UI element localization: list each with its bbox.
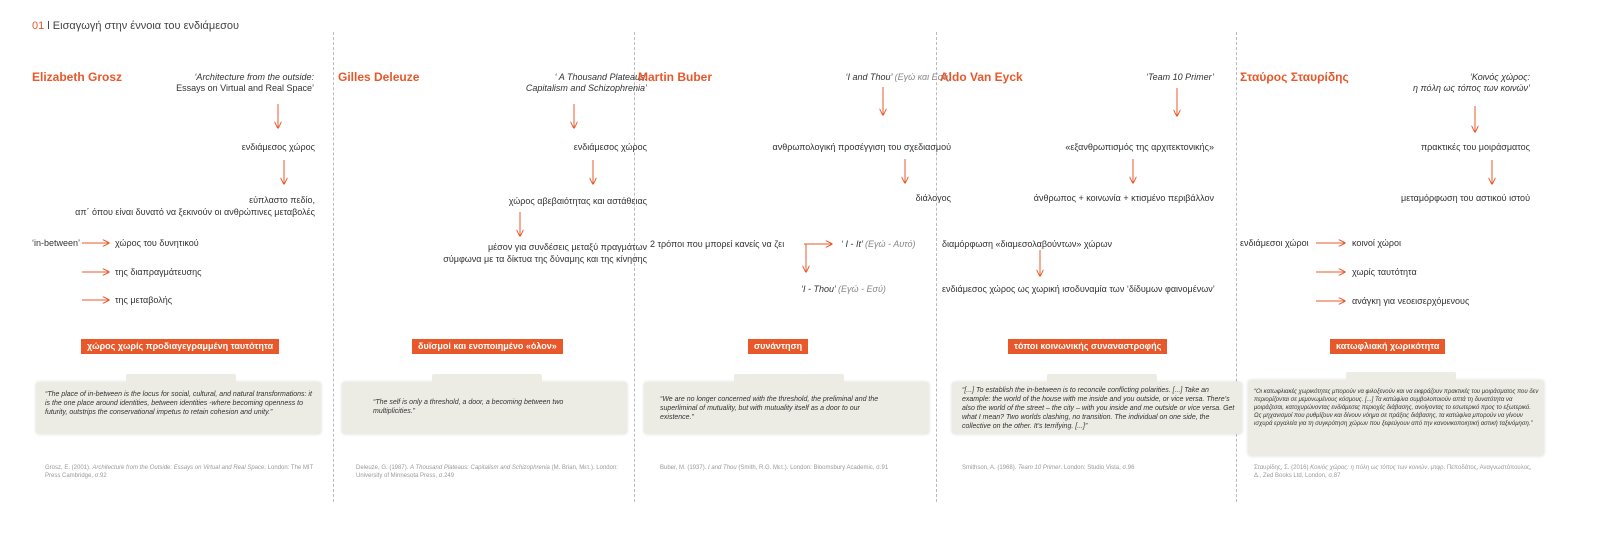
concept-text: χώρος του δυνητικού [115, 238, 199, 248]
concept-text: ανθρωπολογική προσέγγιση του σχεδιασμού [772, 142, 951, 152]
column-stavrides [1240, 0, 1540, 533]
concept-text: 2 τρόποι που μπορεί κανείς να ζει [650, 239, 785, 249]
relation-i-it: ‘ I - It’ [841, 239, 863, 249]
arrow-down-icon [899, 159, 911, 185]
arrow-down-icon [1127, 159, 1139, 185]
ref-publisher: . London: Studio Vista, σ.96 [1060, 465, 1135, 471]
ref-title: A Thousand Plateaus: Capitalism and Schizophrenia [410, 465, 550, 471]
book-title [447, 72, 647, 94]
reference [660, 464, 935, 472]
ref-title: Team 10 Primer [1018, 465, 1061, 471]
arrow-right-icon [1316, 295, 1348, 307]
arrow-down-icon [514, 212, 526, 238]
concept-text: διαμόρφωση «διαμεσολαβούντων» χώρων [942, 239, 1113, 249]
reference [356, 464, 631, 480]
concept-text [841, 238, 916, 250]
paper-tab [734, 374, 844, 384]
arrow-right-icon [82, 266, 112, 278]
concept-text: εύπλαστο πεδίο, [249, 195, 315, 205]
concept-badge: τόποι κοινωνικής συναναστροφής [1008, 339, 1167, 354]
concept-text: της μεταβολής [115, 295, 173, 305]
paper-tab [432, 374, 542, 384]
author-name: Aldo Van Eyck [940, 70, 1023, 84]
ref-title: I and Thou [708, 465, 737, 471]
column-deleuze [336, 0, 647, 533]
ref-publisher: , μτφρ. Πεποδάτος, Αναγνωστόπουλος, Δ., Zed Books Ltd, London, σ.87 [1254, 465, 1532, 479]
concept-badge: δυϊσμοί και ενοποιημένο «όλον» [412, 339, 563, 354]
concept-text: πρακτικές του μοιράσματος [1420, 142, 1530, 152]
arrow-down-icon [1486, 160, 1498, 186]
paper-tab [126, 374, 236, 384]
ref-publisher: (Smith, R.G. Μετ.). London: Bloomsbury Academic, σ.91 [736, 465, 889, 471]
book-title [1330, 72, 1530, 94]
reference [962, 464, 1237, 472]
concept-badge: χώρος χωρίς προδιαγεγραμμένη ταυτότητα [81, 339, 279, 354]
quote-text: “The place of in-between is the locus for social, cultural, and natural transformations: it is the one place around identities, between identities -where becoming openness to futurity, outstrips the conservational impetus to retain cohesion and unity.” [45, 391, 312, 416]
ref-publisher: (M. Brian, Μετ.). London: University of Minnesota Press, σ.249 [356, 465, 618, 479]
concept-text: ανάγκη για νεοεισερχόμενους [1352, 296, 1470, 306]
arrow-right-icon [82, 294, 112, 306]
book-title-line2: Essays on Virtual and Real Space’ [176, 83, 314, 93]
ref-title: Architecture from the Outside: Essays on Virtual and Real Space [92, 465, 265, 471]
relation-i-thou: ‘I - Thou’ [801, 284, 836, 294]
book-title: ‘I and Thou’ [845, 72, 893, 82]
arrow-down-icon [800, 244, 812, 274]
book-title: ‘Team 10 Primer’ [1145, 72, 1214, 82]
concept-text: «εξανθρωπισμός της αρχιτεκτονικής» [1065, 142, 1214, 152]
author-name: Martin Buber [638, 70, 713, 84]
paper-tab [1047, 374, 1157, 384]
concept-text: σύμφωνα με τα δίκτυα της δύναμης και της κίνησης [443, 254, 647, 264]
relation-i-it-translation: (Εγώ - Αυτό) [862, 239, 916, 249]
book-title [114, 72, 314, 94]
column-buber [638, 0, 951, 533]
arrow-right-icon [82, 237, 112, 249]
concept-text: ενδιάμεσος χώρος ως χωρική ισοδυναμία των ‘δίδυμων φαινομένων’ [942, 284, 1215, 294]
book-title-line1: ‘ A Thousand Plateaus: [554, 72, 647, 82]
ref-author: Smithson, A. (1968). [962, 465, 1019, 471]
author-name: Gilles Deleuze [338, 70, 420, 84]
concept-text: διάλογος [915, 193, 951, 203]
column-van-eyck [940, 0, 1240, 533]
book-title-line1: ‘Architecture from the outside: [194, 72, 314, 82]
concept-badge: κατωφλιακή χωρικότητα [1330, 339, 1445, 354]
arrow-down-icon [278, 160, 290, 186]
reference [45, 464, 317, 480]
section-title: l Εισαγωγή στην έννοια του ενδιάμεσου [44, 20, 240, 32]
book-title [751, 72, 951, 83]
concept-text: μεταμόρφωση του αστικού ιστού [1401, 193, 1530, 203]
arrow-down-icon [877, 87, 889, 117]
paper-tab [1346, 372, 1456, 382]
concept-text: κοινοί χώροι [1352, 238, 1402, 248]
section-number: 01 [32, 20, 45, 32]
relation-i-thou-translation: (Εγώ - Εσύ) [835, 284, 886, 294]
book-title-line1: ‘Κοινός χώρος: [1469, 72, 1530, 82]
concept-text: μέσον για συνδέσεις μεταξύ πραγμάτων [487, 242, 647, 252]
concept-text: ενδιάμεσοι χώροι [1240, 238, 1309, 248]
arrow-down-icon [1171, 88, 1183, 118]
quote-text: “We are no longer concerned with the threshold, the preliminal and the superliminal of mutuality, but with mutuality itself as a door to our existence.” [660, 396, 879, 421]
concept-text: ‘in-between’ [32, 238, 81, 248]
quote-text: “The self is only a threshold, a door, a becoming between two multiplicities.” [373, 399, 564, 415]
book-subtitle: (Εγώ και Εσύ) [892, 72, 951, 82]
concept-text: χωρίς ταυτότητα [1352, 267, 1417, 277]
column-separator [333, 32, 334, 502]
author-name: Elizabeth Grosz [32, 70, 123, 84]
ref-author: Grosz, E. (2001). [45, 465, 93, 471]
concept-text: χώρος αβεβαιότητας και αστάθειας [508, 196, 647, 206]
book-title [1014, 72, 1214, 83]
quote-text: “Οι κατωφλιακές χωρικότητες μπορούν να φιλοξενούν και να εκφράζουν πρακτικές του μοιράσματος που δεν περιορίζονται σε μεμονωμένους κόσμους. [...] Τα κατώφλια συμβολοποιούν απτά τη δυνατότητα να μοιράζεσαι, κατοχυρώνοντας ενδιάμεσες περιοχές διάβασης, ανοίγοντας το εσωτερικό προς το εξωτερικό. Ως μηχανισμοί που ρυθμίζουν και δίνουν νόημα σε πράξεις διάβασης, τα κατώφλια μπορούν να γίνουν ισχυρά εργαλεία για τη συγκρότηση χώρων που ξεφεύγουν από την κανονικοποιητική αστική ταξινόμηση.” [1254, 389, 1539, 427]
ref-author: Buber, M. (1937). [660, 465, 709, 471]
ref-author: Σταυρίδης, Σ. (2016) [1254, 465, 1311, 471]
arrow-down-icon [568, 104, 580, 130]
arrow-right-icon [1316, 237, 1348, 249]
arrow-down-icon [587, 160, 599, 186]
concept-text: ενδιάμεσος χώρος [573, 142, 647, 152]
book-title-line2: Capitalism and Schizophrenia’ [525, 83, 647, 93]
author-name: Σταύρος Σταυρίδης [1240, 70, 1349, 84]
arrow-right-icon [1316, 266, 1348, 278]
concept-text: άνθρωπος + κοινωνία + κτισμένο περιβάλλον [1033, 193, 1214, 203]
concept-text: ενδιάμεσος χώρος [241, 142, 315, 152]
concept-text: απ΄ όπου είναι δυνατό να ξεκινούν οι ανθρώπινες μεταβολές [75, 207, 315, 217]
arrow-down-icon [272, 104, 284, 130]
concept-badge: συνάντηση [748, 339, 808, 354]
arrow-down-icon [1034, 250, 1046, 278]
column-grosz [0, 0, 315, 533]
ref-publisher: . London: The MIT Press Cambridge, σ.92 [45, 465, 314, 479]
concept-text: της διαπραγμάτευσης [115, 267, 202, 277]
quote-text: “[...] To establish the in-between is to reconcile conflicting polarities. [...] Take an example: the world of the house with me inside and you outside, or vice versa. There’s also the world of the street – the city – with you inside and me outside or vice versa. Get what I mean? Two worlds clashing, no transition. The individual on one side, the collective on the other. It’s terrifying. [...]” [962, 387, 1235, 430]
ref-title: Κοινός χώρος: η πόλη ως τόπος των κοινών [1310, 465, 1428, 471]
ref-author: Deleuze, G. (1987). [356, 465, 411, 471]
concept-text [801, 283, 886, 295]
reference [1254, 464, 1536, 480]
book-title-line2: η πόλη ως τόπος των κοινών’ [1413, 83, 1530, 93]
arrow-down-icon [1469, 106, 1481, 134]
